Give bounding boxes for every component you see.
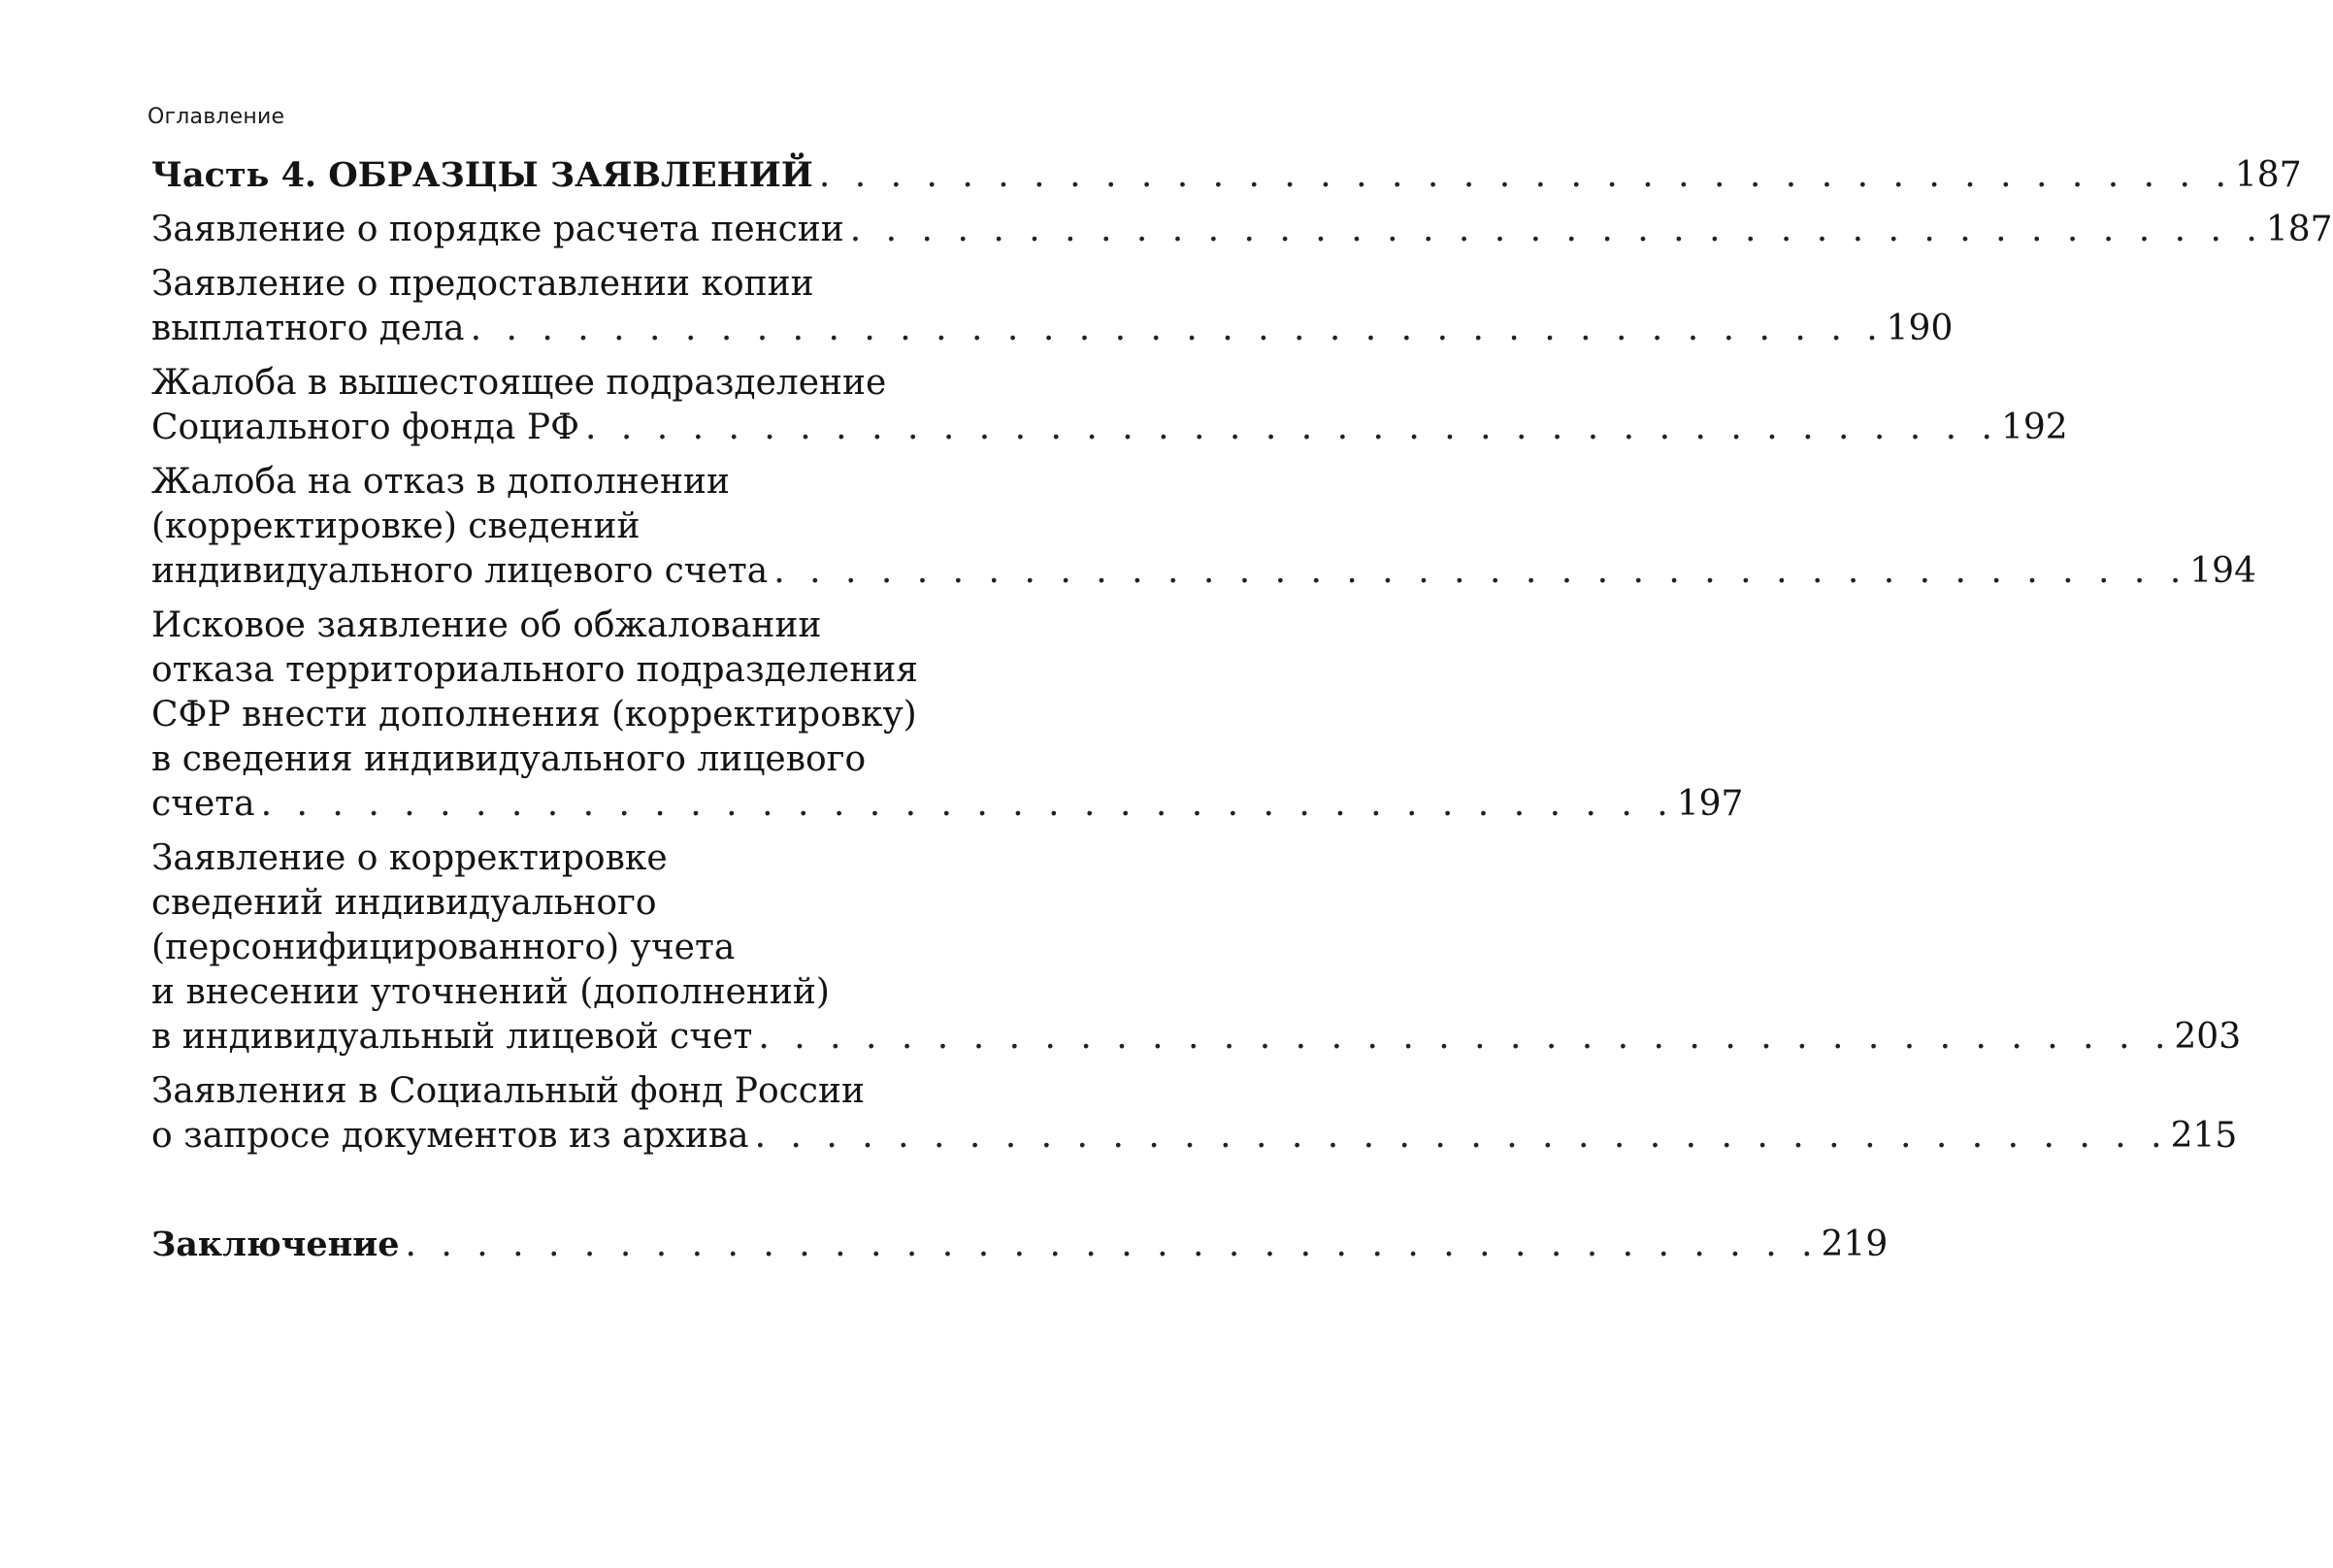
- dot-leader: . . . . . . . . . . . . . . . . . . . . . . . . . . . . . . . . . . . . . . . .: [758, 1017, 2173, 1057]
- toc-entry: [151, 460, 2256, 594]
- table-of-contents: [151, 153, 2333, 1277]
- toc-entry-page-number: 197: [1676, 784, 1744, 824]
- toc-entry-last-line: [151, 406, 2068, 450]
- toc-entry-page-number: 187: [2265, 210, 2333, 249]
- toc-entry-line: (корректировке) сведений: [151, 506, 641, 546]
- toc-entry-last-line: [151, 549, 2256, 594]
- toc-entry-line: отказа территориального подразделения: [151, 650, 918, 690]
- toc-entry-line: Заявления в Социальный фонд России: [151, 1071, 865, 1111]
- toc-conclusion-entry: [151, 1223, 1889, 1267]
- dot-leader: . . . . . . . . . . . . . . . . . . . . . . . . . . . . . . . . . . . . . . . .: [849, 210, 2264, 249]
- dot-leader: . . . . . . . . . . . . . . . . . . . . . . . . . . . . . . . . . . . . . . . .: [405, 1225, 1820, 1264]
- toc-entry-last-line: [151, 307, 1954, 351]
- toc-entry-line: Жалоба на отказ в дополнении: [151, 462, 730, 502]
- dot-leader: . . . . . . . . . . . . . . . . . . . . . . . . . . . . . . . . . . . . . . . .: [773, 551, 2188, 591]
- toc-entries: [151, 208, 2333, 1159]
- toc-entry-last-line: [151, 782, 1744, 827]
- toc-entry-line: сведений индивидуального: [151, 883, 657, 923]
- toc-entry-title: Заявление о порядке расчета пенсии: [151, 210, 844, 249]
- toc-entry-line: (персонифицированного) учета: [151, 928, 736, 967]
- toc-entry-last-line: [151, 1114, 2238, 1159]
- toc-part-entry: [151, 153, 2302, 198]
- toc-entry-line: и внесении уточнений (дополнений): [151, 972, 830, 1012]
- toc-entry-title: Социального фонда РФ: [151, 408, 579, 447]
- toc-entry-title: индивидуального лицевого счета: [151, 551, 769, 591]
- toc-entry: [151, 361, 2068, 450]
- toc-entry-title: Часть 4. ОБРАЗЦЫ ЗАЯВЛЕНИЙ: [151, 155, 813, 195]
- toc-entry-last-line: [151, 208, 2333, 252]
- toc-entry-title: в индивидуальный лицевой счет: [151, 1017, 753, 1057]
- toc-entry-page-number: 203: [2174, 1017, 2242, 1057]
- toc-entry-line: в сведения индивидуального лицевого: [151, 739, 867, 779]
- dot-leader: . . . . . . . . . . . . . . . . . . . . . . . . . . . . . . . . . . . . . . . .: [260, 784, 1675, 824]
- toc-entry-page-number: 192: [2001, 408, 2068, 447]
- toc-entry: [151, 208, 2333, 252]
- toc-entry: [151, 262, 1954, 351]
- toc-entry-page-number: 215: [2170, 1116, 2238, 1156]
- toc-entry-page-number: 190: [1886, 309, 1954, 348]
- dot-leader: . . . . . . . . . . . . . . . . . . . . . . . . . . . . . . . . . . . . . . . .: [470, 309, 1885, 348]
- toc-entry-page-number: 187: [2234, 155, 2302, 195]
- running-head: Оглавление: [148, 105, 285, 129]
- toc-entry-page-number: 219: [1821, 1225, 1889, 1264]
- toc-entry-line: Заявление о предоставлении копии: [151, 264, 814, 304]
- toc-entry-last-line: [151, 1223, 1889, 1267]
- toc-entry-line: СФР внести дополнения (корректировку): [151, 695, 917, 735]
- dot-leader: . . . . . . . . . . . . . . . . . . . . . . . . . . . . . . . . . . . . . . . .: [754, 1116, 2169, 1156]
- toc-entry-last-line: [151, 1015, 2242, 1060]
- toc-entry-title: о запросе документов из архива: [151, 1116, 749, 1156]
- toc-entry-title: выплатного дела: [151, 309, 465, 348]
- toc-entry-title: счета: [151, 784, 255, 824]
- toc-entry-last-line: [151, 153, 2302, 198]
- toc-entry-page-number: 194: [2189, 551, 2256, 591]
- toc-entry: [151, 604, 1744, 827]
- toc-entry: [151, 1069, 2238, 1159]
- toc-entry: [151, 836, 2242, 1060]
- dot-leader: . . . . . . . . . . . . . . . . . . . . . . . . . . . . . . . . . . . . . . . .: [584, 408, 1999, 447]
- toc-entry-line: Заявление о корректировке: [151, 838, 668, 878]
- toc-entry-line: Жалоба в вышестоящее подразделение: [151, 363, 887, 403]
- toc-entry-line: Исковое заявление об обжаловании: [151, 605, 822, 645]
- toc-entry-title: Заключение: [151, 1225, 400, 1264]
- dot-leader: . . . . . . . . . . . . . . . . . . . . . . . . . . . . . . . . . . . . . . . .: [818, 155, 2233, 195]
